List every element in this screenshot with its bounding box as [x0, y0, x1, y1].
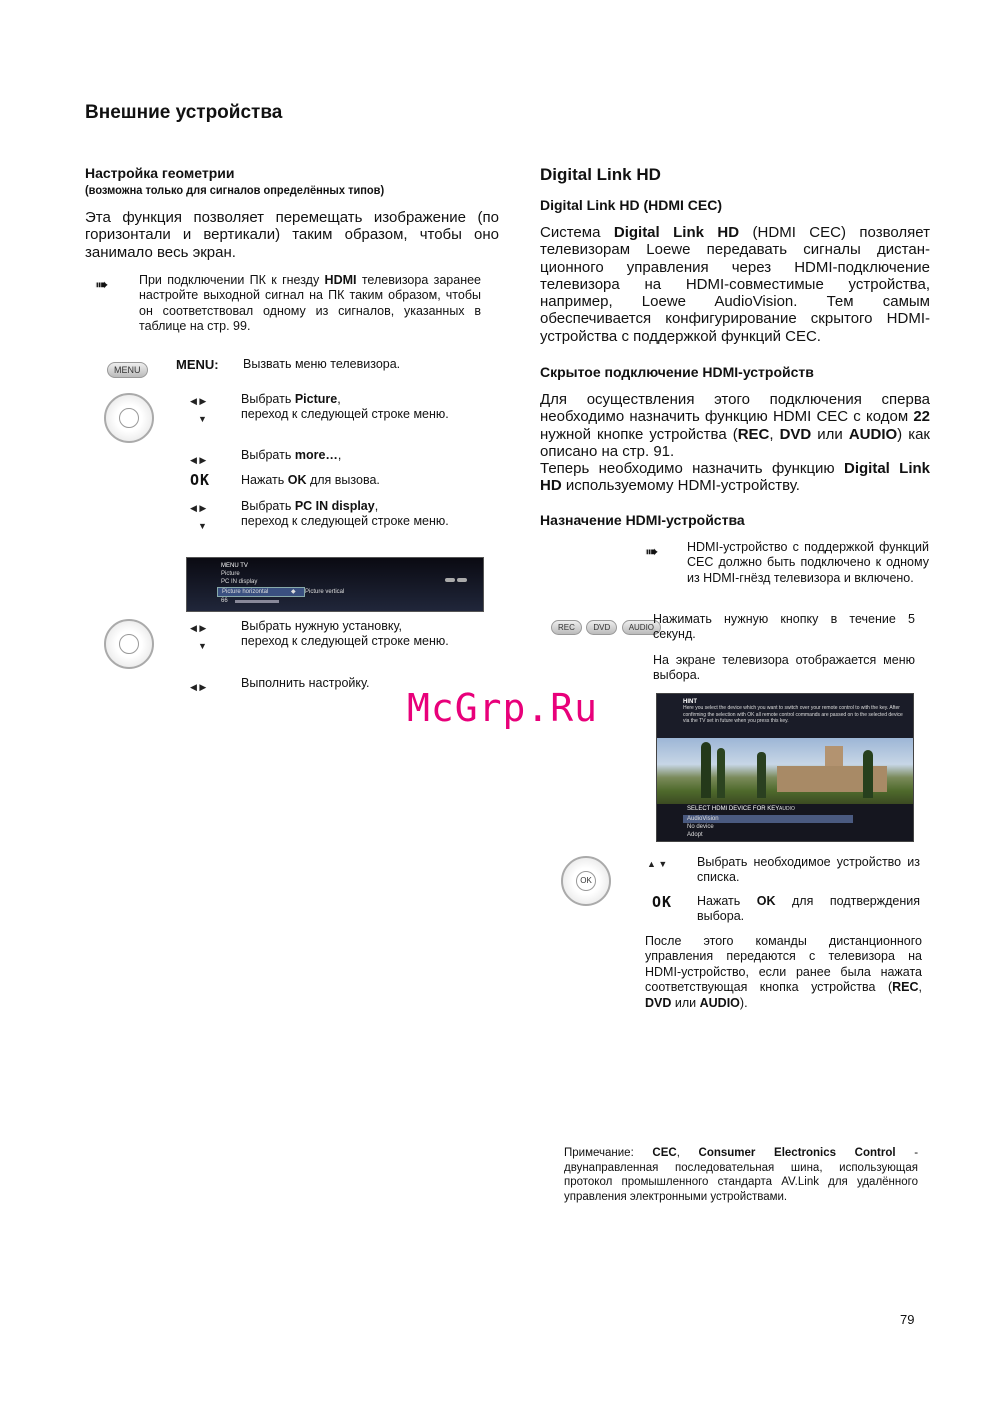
left-right-arrows-icon: ◀ ▶: [190, 455, 207, 465]
step-3-post: для вызова.: [306, 473, 380, 487]
tv-hint-text: Here you select the device which you want to switch over your remote control to with the key. After confirming the selection with OK all remote control commands are passed on to the selected device via the TV set in future when you press this key.: [683, 705, 903, 724]
section-heading-digital-link: Digital Link HD: [540, 165, 661, 184]
watermark: McGrp.Ru: [407, 686, 599, 730]
note-text-rest: телевизора заранее настройте выходной сигнал на ПК таким образом, чтобы он соответствовал одному из сигналов, указанных в таблице на стр. 99.: [139, 273, 481, 334]
step-4: [241, 499, 465, 530]
ok-text-2: для подтверждения выбора.: [697, 894, 921, 924]
step-6: Выполнить настройку.: [241, 676, 370, 690]
cypress-tree: [863, 750, 873, 798]
ok-text: [697, 894, 920, 925]
note-text: При подключении ПК к гнезду: [139, 273, 325, 287]
after-or: или: [671, 995, 700, 1010]
paragraph-3: [540, 460, 930, 495]
tv-hint-screenshot: [656, 693, 914, 842]
step-1-bold: Picture: [294, 392, 338, 406]
screen-text: На экране телевизора отображается меню выбора.: [653, 653, 915, 683]
remote-nav-pad-icon: [104, 619, 154, 669]
step-3: [241, 473, 465, 488]
after-end: ).: [739, 995, 748, 1010]
tv-menu-value: 66: [221, 598, 228, 604]
step-4-text: Выбрать: [241, 499, 295, 513]
ok-text-1: Нажать: [697, 894, 757, 908]
note-paragraph: [139, 273, 481, 335]
step-5-text: Выбрать нужную установку,: [241, 619, 402, 633]
tv-select-title: SELECT HDMI DEVICE FOR KEY: [687, 806, 780, 812]
footnote-text: - двунаправленная последовательная шина, использующая протокол промышленного стандарта AV.Link для удалённого управления электронными устройствами.: [564, 1147, 919, 1203]
menu-label: MENU:: [176, 357, 219, 372]
after-audio: AUDIO: [699, 995, 740, 1010]
audio-button-icon: AUDIO: [622, 620, 661, 635]
ok-icon: OK: [652, 893, 673, 911]
press-text: Нажимать нужную кнопку в течение 5 секунд.: [653, 612, 915, 642]
ok-label: OK: [576, 871, 596, 891]
tv-menu-title: MENU TV: [221, 563, 248, 569]
step-1-text: Выбрать: [241, 392, 295, 406]
footnote-cec: CEC: [652, 1147, 677, 1159]
page-number: 79: [900, 1312, 915, 1327]
menu-button-icon: [107, 360, 148, 378]
down-arrow-icon: ▼: [198, 521, 207, 531]
p1-text: Система: [540, 224, 614, 241]
menu-text: Вызвать меню телевизора.: [243, 357, 401, 371]
step-3-text: Нажать: [241, 473, 288, 487]
tv-select-option: No device: [687, 824, 714, 830]
tv-menu-item: PC IN display: [221, 579, 258, 585]
p2-code: 22: [913, 408, 930, 426]
step-1-post: ,: [337, 392, 341, 406]
p2-text: Для осуществления этого подключения сперва необходимо назначить функцию HDMI CEC с кодом: [540, 391, 930, 426]
step-4-sub: переход к следующей строке меню.: [241, 514, 449, 529]
dvd-button-icon: DVD: [586, 620, 617, 635]
down-arrow-icon: ▼: [198, 414, 207, 424]
tv-menu-side-item: Picture vertical: [305, 589, 345, 595]
note-hdmi: HDMI: [324, 273, 357, 287]
ok-text-bold: OK: [756, 894, 776, 908]
subheading-assign-device: Назначение HDMI-устройства: [540, 512, 745, 528]
tv-menu-badge: [445, 578, 455, 582]
p2-rec: REC: [737, 425, 770, 443]
step-2-post: ,: [337, 448, 342, 462]
tv-select-footer: Adopt: [687, 832, 703, 838]
after-sep: ,: [918, 980, 922, 995]
left-right-arrows-icon: ◀ ▶: [190, 503, 207, 513]
select-text: Выбрать необходимое устройство из списка.: [697, 855, 920, 885]
footnote-sep: ,: [676, 1147, 699, 1159]
note-arrow-icon: ➠: [95, 277, 109, 294]
p2-or: или: [811, 425, 849, 443]
left-right-arrows-icon: ◀ ▶: [190, 682, 207, 692]
footnote: [564, 1146, 918, 1204]
section-subheading: (возможна только для сигналов определённых типов): [85, 183, 385, 197]
footnote-term: Consumer Electronics Control: [698, 1147, 896, 1159]
device-buttons: [551, 617, 661, 635]
tv-select-key: AUDIO: [779, 806, 795, 812]
cypress-tree: [701, 742, 711, 798]
p2-dvd: DVD: [779, 425, 812, 443]
p2-sep: ,: [769, 425, 780, 443]
tv-menu-dpad-icon: ◆: [291, 589, 296, 595]
intro-paragraph: Эта функция позволяет перемещать изображение (по горизонтали и вертикали) таким образом, чтобы оно занимало весь экран.: [85, 209, 499, 261]
remote-ok-pad-icon: [561, 856, 611, 906]
section-heading-geometry: Настройка геометрии: [85, 165, 235, 181]
after-text: После этого команды дистанционного управления передаются с телевизора на HDMI-устройство, если ранее была нажата соответствующая кнопка устройства (: [645, 934, 922, 995]
cypress-tree: [717, 748, 725, 798]
footnote-label: Примечание:: [564, 1147, 653, 1159]
menu-button-label: MENU: [107, 362, 148, 378]
ok-icon: OK: [190, 471, 211, 489]
tv-hint-title: HINT: [683, 699, 697, 705]
step-2-text: Выбрать: [241, 448, 295, 462]
tv-menu-item-selected: Picture horizontal: [217, 587, 305, 597]
step-2-bold: more…: [294, 448, 338, 462]
p2-text: нужной кнопке устройства (: [540, 425, 738, 443]
after-paragraph: [645, 934, 922, 1011]
rec-button-icon: REC: [551, 620, 582, 635]
p3-bold: Digital Link HD: [540, 460, 930, 495]
step-3-bold: OK: [287, 473, 307, 487]
step-1: [241, 392, 465, 423]
note-arrow-icon: ➠: [645, 544, 659, 561]
paragraph-1: [540, 224, 930, 345]
note-hdmi-device: HDMI-устройство с поддержкой функций CEC должно быть подключено к одному из HDMI-гнёзд телевизора и включено.: [687, 540, 929, 585]
tv-menu-badge: [457, 578, 467, 582]
step-2: [241, 448, 465, 463]
step-5: [241, 619, 465, 650]
left-right-arrows-icon: ◀ ▶: [190, 396, 207, 406]
left-right-arrows-icon: ◀ ▶: [190, 623, 207, 633]
tv-menu-slider: [235, 600, 279, 603]
remote-nav-pad-icon: [104, 393, 154, 443]
up-down-arrows-icon: ▲ ▼: [647, 859, 668, 869]
step-1-sub: переход к следующей строке меню.: [241, 407, 449, 422]
subheading-hidden-connection: Скрытое подключение HDMI-устройств: [540, 364, 814, 380]
cypress-tree: [757, 752, 766, 798]
step-4-bold: PC IN display: [294, 499, 375, 513]
after-dvd: DVD: [645, 995, 672, 1010]
p1-bold: Digital Link HD: [613, 224, 740, 241]
p3-text-end: используемому HDMI-устройству.: [561, 477, 800, 495]
tv-select-option-selected: AudioVision: [683, 815, 853, 823]
step-4-post: ,: [374, 499, 379, 513]
tv-menu-screenshot: [186, 557, 484, 612]
tv-menu-item: Picture: [221, 571, 240, 577]
p3-text: Теперь необходимо назначить функцию: [540, 460, 844, 477]
page-title: Внешние устройства: [85, 102, 283, 123]
step-5-sub: переход к следующей строке меню.: [241, 634, 449, 649]
landscape-photo: [657, 738, 913, 804]
subheading-hdmi-cec: Digital Link HD (HDMI CEC): [540, 197, 722, 213]
paragraph-2: [540, 391, 930, 460]
down-arrow-icon: ▼: [198, 641, 207, 651]
p2-audio: AUDIO: [848, 425, 898, 443]
after-rec: REC: [892, 980, 919, 995]
p1-text-rest: (HDMI CEC) позволяет телевизорам Loewe передавать сигналы дистан-ционного управления через HDMI-подключение телевизора на HDMI-совместимые устройства, например, Loewe AudioVision. Тем самым обеспечивается конфигурирование скрытого HDMI-устройства с поддержкой функций CEC.: [540, 224, 930, 345]
p2-text-end: ) как описано на стр. 91.: [540, 425, 930, 460]
